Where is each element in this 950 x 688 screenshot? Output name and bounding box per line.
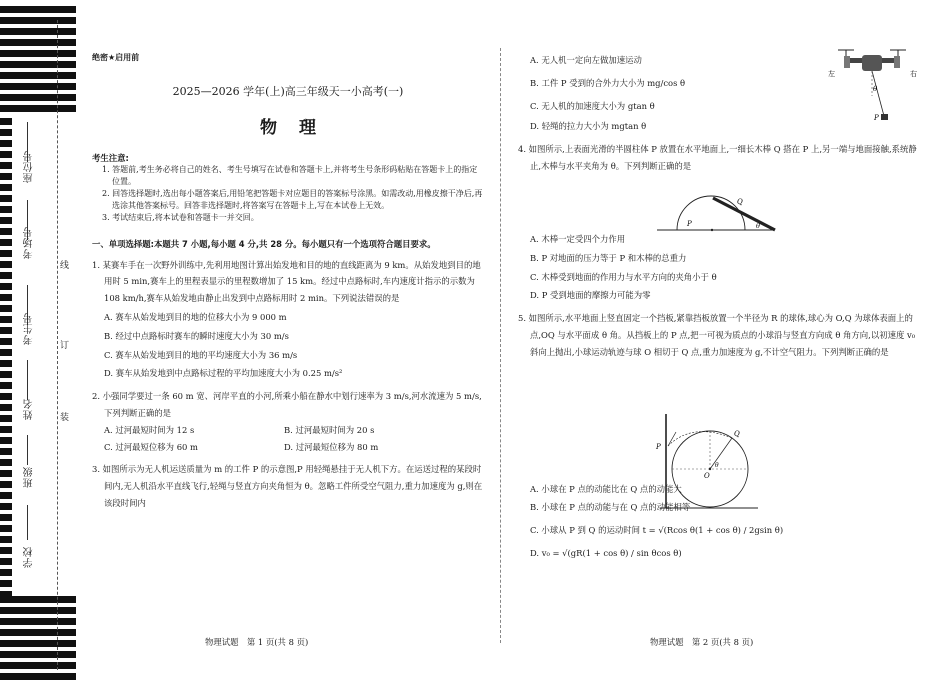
binding-stripe (0, 492, 12, 499)
binding-stripe (0, 118, 12, 125)
label-seat: 座位号 (24, 150, 35, 183)
question-4-option-a: A. 木棒一定受四个力作用 (530, 233, 626, 244)
question-3-option-b: B. 工件 P 受到的合外力大小为 mg/cos θ (530, 77, 686, 88)
label-p: P (687, 220, 692, 228)
binding-stripe (0, 360, 12, 367)
label-school: 学校 (24, 546, 35, 568)
question-2-option-a: A. 过河最短时间为 12 s (104, 424, 195, 435)
label-theta: θ (873, 85, 878, 93)
drone-motor-left (844, 56, 850, 68)
binding-stripe (0, 459, 12, 466)
label-theta: θ (756, 222, 760, 230)
question-5-option-c: C. 小球从 P 到 Q 的运动时间 t = √(Rcos θ(1 + cos θ) / 2gsin θ) (530, 525, 784, 536)
name-line (27, 360, 28, 400)
exam-title: 2025—2026 学年(上)高三年级天一小高考(一) (172, 84, 404, 98)
binding-stripe (0, 437, 12, 444)
question-1-option-d: D. 赛车从始发地到中点路标过程的平均加速度大小为 0.25 m/s² (104, 368, 343, 379)
rod-q (713, 198, 775, 230)
binding-stripe (0, 393, 12, 400)
cut-mark-line: 线 (60, 261, 70, 271)
label-o: O (704, 472, 710, 480)
label-right: 右 (910, 70, 917, 78)
binding-stripe (0, 596, 76, 603)
binding-stripe (0, 662, 76, 669)
question-5-option-a: A. 小球在 P 点的动能比在 Q 点的动能大 (530, 483, 682, 494)
binding-stripe (0, 173, 12, 180)
label-p: P (874, 114, 879, 122)
question-2-option-d: D. 过河最短位移为 80 m (284, 441, 379, 452)
binding-stripe (0, 618, 76, 625)
label-left: 左 (828, 70, 835, 78)
question-2-option-c: C. 过河最短位移为 60 m (104, 441, 198, 452)
label-p: P (656, 443, 661, 451)
binding-stripe (0, 525, 12, 532)
confidential-mark: 绝密★启用前 (92, 53, 140, 62)
question-1-option-b: B. 经过中点路标时赛车的瞬时速度大小为 30 m/s (104, 330, 289, 341)
binding-stripe (0, 580, 12, 587)
question-5-option-d: D. v₀ = √(gR(1 + cos θ) / sin θcos θ) (530, 548, 682, 558)
binding-strip (0, 0, 80, 688)
school-line (27, 505, 28, 540)
cut-mark-bind: 订 (60, 341, 70, 351)
binding-stripe (0, 228, 12, 235)
binding-stripe (0, 61, 76, 68)
label-name: 姓名 (24, 398, 35, 420)
question-2-options-row (92, 422, 484, 439)
binding-stripe (0, 607, 76, 614)
binding-stripe (0, 195, 12, 202)
question-2-stem: 2. 小强同学要过一条 60 m 宽、河岸平直的小河,所乘小船在静水中划行速率为 3 m/s,河水流速为 5 m/s,下列判断正确的是 (92, 391, 482, 419)
question-2-option-b: B. 过河最短时间为 20 s (284, 424, 375, 435)
binding-stripe (0, 629, 76, 636)
binding-stripe (0, 129, 12, 136)
class-line (27, 435, 28, 465)
page-1-footer: 物理试题 第 1 页(共 8 页) (205, 637, 309, 647)
binding-stripe (0, 415, 12, 422)
label-room: 考场号 (24, 226, 35, 259)
binding-stripe (0, 140, 12, 147)
binding-stripe (0, 305, 12, 312)
notice-item: 3. 考试结束后,将本试卷和答题卡一并交回。 (102, 213, 259, 223)
binding-stripe (0, 151, 12, 158)
binding-stripe (0, 349, 12, 356)
notice-item: 1. 答题前,考生务必将自己的姓名、考生号填写在试卷和答题卡上,并将考生号条形码粘贴在答题卡上的指定位置。 (102, 165, 478, 187)
question-2-options-row (92, 439, 484, 456)
binding-stripe (0, 39, 76, 46)
question-3-stem: 3. 如图所示为无人机运送质量为 m 的工件 P 的示意图,P 用轻绳悬挂于无人机下方。在运送过程的某段时间内,无人机沿水平直线飞行,轻绳与竖直方向夹角恒为 θ。忽略工件所受空气阻力,重力加速度为 g,则在该段时间内 (92, 464, 483, 509)
binding-stripe (0, 569, 12, 576)
label-q: Q (734, 430, 740, 438)
binding-stripe (0, 17, 76, 24)
trajectory (668, 432, 732, 446)
question-4-stem: 4. 如图所示,上表面光滑的半圆柱体 P 放置在水平地面上,一细长木棒 Q 搭在 P 上,另一端与地面接触,系统静止,木棒与水平夹角为 θ。下列判断正确的是 (518, 144, 917, 172)
binding-stripe (0, 94, 76, 101)
rope (872, 71, 884, 116)
binding-stripe (0, 50, 76, 57)
binding-stripe (0, 261, 12, 268)
question-4-option-d: D. P 受到地面的摩擦力可能为零 (530, 290, 651, 301)
binding-stripe (0, 105, 76, 112)
label-class: 班级 (24, 466, 35, 488)
binding-stripe (0, 536, 12, 543)
binding-stripe (0, 371, 12, 378)
sphere-figure (652, 412, 762, 512)
binding-stripe (0, 294, 12, 301)
binding-stripe (0, 184, 12, 191)
notice-title: 考生注意: (92, 153, 129, 164)
label-theta: θ (715, 462, 719, 469)
binding-stripe (0, 640, 76, 647)
binding-stripe (0, 481, 12, 488)
question-3-option-c: C. 无人机的加速度大小为 gtan θ (530, 100, 655, 111)
question-1-stem: 1. 某赛车手在一次野外训练中,先利用地图计算出始发地和目的地的直线距离为 9 km。从始发地到目的地用时 5 min,赛车上的里程表显示的里程数增加了 15 km。经过中点路标时,车内速度计指示的示数为 108 km/h,赛车从始发地由静止出发到中点路标用时 2 min。下列说法错误的是 (92, 259, 481, 304)
binding-stripe (0, 327, 12, 334)
label-examinee-id: 考生号 (24, 312, 35, 345)
label-q: Q (737, 198, 743, 206)
page-1 (92, 52, 484, 512)
binding-stripe (0, 272, 12, 279)
binding-stripe (0, 448, 12, 455)
workpiece-p (881, 114, 888, 120)
question-4-option-b: B. P 对地面的压力等于 P 和木棒的总重力 (530, 252, 687, 263)
initial-velocity (668, 432, 676, 446)
page-2-footer: 物理试题 第 2 页(共 8 页) (650, 637, 754, 647)
binding-stripe (0, 283, 12, 290)
binding-stripe (0, 651, 76, 658)
binding-stripe (0, 6, 76, 13)
subject-title: 物理 (260, 117, 338, 138)
question-3-option-a: A. 无人机一定向左做加速运动 (530, 55, 642, 65)
binding-stripe (0, 382, 12, 389)
binding-stripe (0, 250, 12, 257)
question-4-option-c: C. 木棒受到地面的作用力与水平方向的夹角小于 θ (530, 271, 717, 282)
binding-stripe (0, 338, 12, 345)
binding-stripe (0, 673, 76, 680)
notice-item: 2. 回答选择题时,选出每小题答案后,用铅笔把答题卡对应题目的答案标号涂黑。如需改动,用橡皮擦干净后,再选涂其他答案标号。回答非选择题时,将答案写在答题卡上,写在本试卷上无效。 (102, 189, 483, 211)
drone-motor-right (894, 56, 900, 68)
binding-stripe (0, 217, 12, 224)
binding-stripe (0, 28, 76, 35)
binding-stripe (0, 206, 12, 213)
binding-stripe (0, 547, 12, 554)
column-divider (500, 48, 501, 643)
question-1-option-c: C. 赛车从始发地到目的地的平均速度大小为 36 m/s (104, 349, 298, 360)
question-1-option-a: A. 赛车从始发地到目的地的位移大小为 9 000 m (104, 311, 287, 322)
binding-stripe (0, 426, 12, 433)
radius-oq (710, 438, 732, 469)
binding-stripe (0, 162, 12, 169)
section-title: 一、单项选择题:本题共 7 小题,每小题 4 分,共 28 分。每小题只有一个选项符合题目要求。 (92, 239, 436, 250)
binding-stripe (0, 72, 76, 79)
drone-body (862, 55, 882, 71)
binding-stripe (0, 239, 12, 246)
binding-stripe (0, 470, 12, 477)
binding-stripe (0, 316, 12, 323)
half-cylinder-figure (655, 190, 781, 236)
binding-stripe (0, 514, 12, 521)
cut-mark-staple: 装 (60, 413, 70, 423)
question-5-stem: 5. 如图所示,水平地面上竖直固定一个挡板,紧靠挡板放置一个半径为 R 的球体,球心为 O,Q 为球体表面上的点,OQ 与水平面成 θ 角。从挡板上的 P 点,把一可视为质点的小球沿与竖直方向成 θ 角方向,以初速度 v₀ 斜向上抛出,小球运动轨迹与球 O 相切于 Q 点,重力加速度为 g,不计空气阻力。下列判断正确的是 (518, 313, 916, 357)
question-5-option-b: B. 小球在 P 点的动能与在 Q 点的动能相等 (530, 502, 691, 513)
question-3-option-d: D. 轻绳的拉力大小为 mgtan θ (530, 121, 647, 132)
binding-stripe (0, 83, 76, 90)
binding-stripe (0, 404, 12, 411)
cut-line (57, 20, 58, 670)
drone-figure (826, 46, 918, 126)
binding-stripe (0, 503, 12, 510)
binding-stripe (0, 558, 12, 565)
